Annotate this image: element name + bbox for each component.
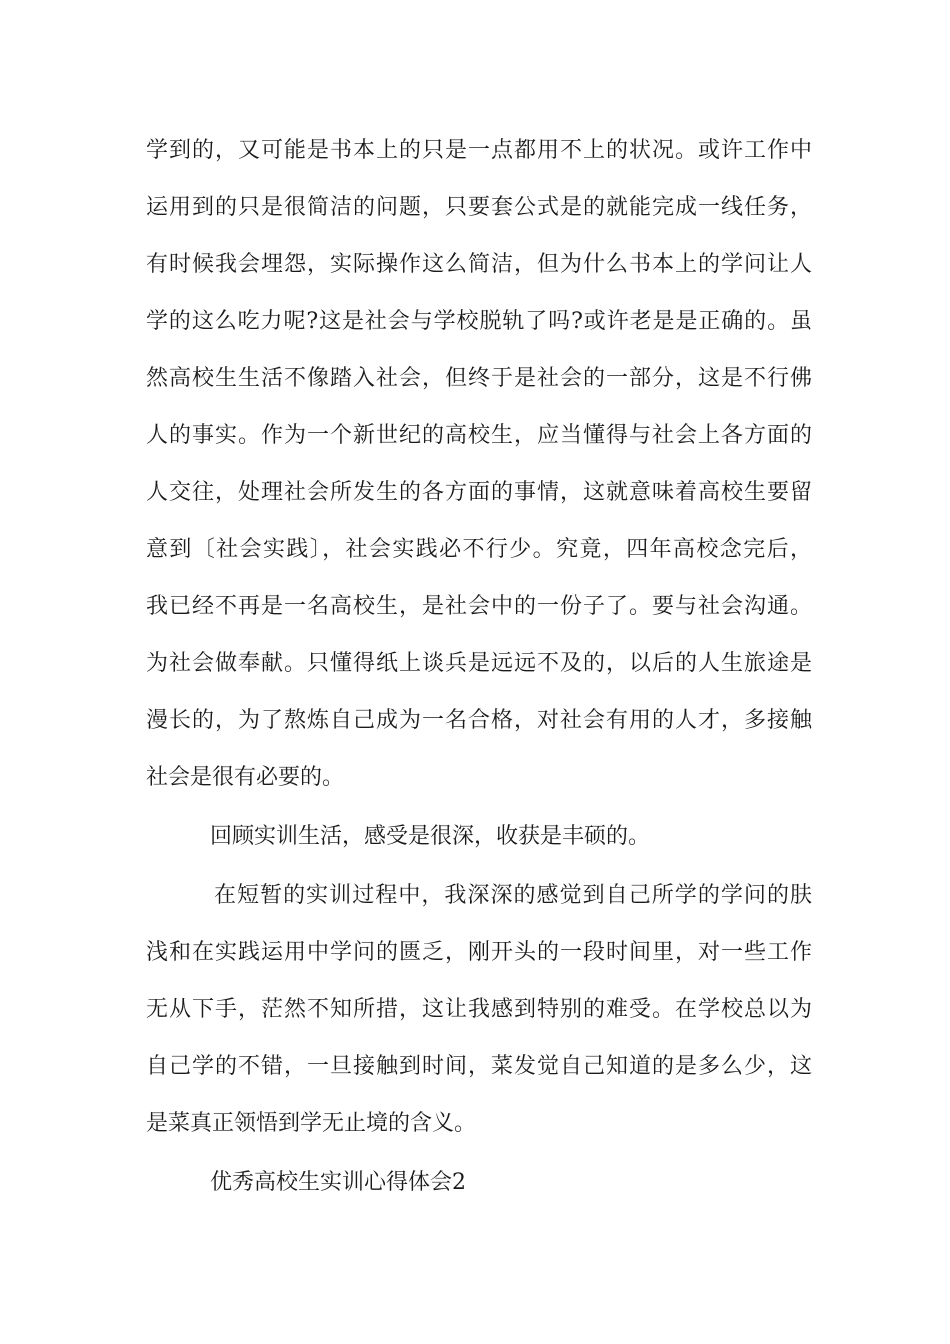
paragraph-3-line-4: 自己学的不错，一旦接触到时间，菜发觉自己知道的是多么少，这 [146,1054,812,1079]
paragraph-2: 回顾实训生活，感受是很深，收获是丰硕的。 [210,824,651,849]
paragraph-1-line-1: 学到的，又可能是书本上的只是一点都用不上的状况。或许工作中 [146,138,812,163]
paragraph-1-line-9: 我已经不再是一名高校生，是社会中的一份子了。要与社会沟通。 [146,594,812,619]
paragraph-3-line-3: 无从下手，茫然不知所措，这让我感到特别的难受。在学校总以为 [146,997,812,1022]
paragraph-3-line-5: 是菜真正领悟到学无止境的含义。 [146,1111,477,1136]
paragraph-1-line-11: 漫长的，为了熬炼自己成为一名合格，对社会有用的人才，多接触 [146,708,812,733]
paragraph-1-line-2: 运用到的只是很简洁的问题，只要套公式是的就能完成一线任务， [146,195,812,220]
section-heading: 优秀高校生实训心得体会2 [210,1170,466,1195]
paragraph-1-line-7: 人交往，处理社会所发生的各方面的事情，这就意味着高校生要留 [146,480,812,505]
paragraph-3-line-1: 在短暂的实训过程中，我深深的感觉到自己所学的学问的肤 [214,883,812,908]
paragraph-3-line-2: 浅和在实践运用中学问的匮乏，刚开头的一段时间里，对一些工作 [146,940,812,965]
paragraph-1-line-8: 意到〔社会实践〕，社会实践必不行少。究竟，四年高校念完后， [146,537,812,562]
paragraph-1-line-3: 有时候我会埋怨，实际操作这么简洁，但为什么书本上的学问让人 [146,252,812,277]
paragraph-1-line-4: 学的这么吃力呢?这是社会与学校脱轨了吗?或许老是是正确的。虽 [146,309,812,334]
paragraph-1-line-6: 人的事实。作为一个新世纪的高校生，应当懂得与社会上各方面的 [146,423,812,448]
paragraph-1-line-10: 为社会做奉献。只懂得纸上谈兵是远远不及的，以后的人生旅途是 [146,651,812,676]
paragraph-1-line-12: 社会是很有必要的。 [146,765,345,790]
paragraph-1-line-5: 然高校生生活不像踏入社会，但终于是社会的一部分，这是不行佛 [146,366,812,391]
